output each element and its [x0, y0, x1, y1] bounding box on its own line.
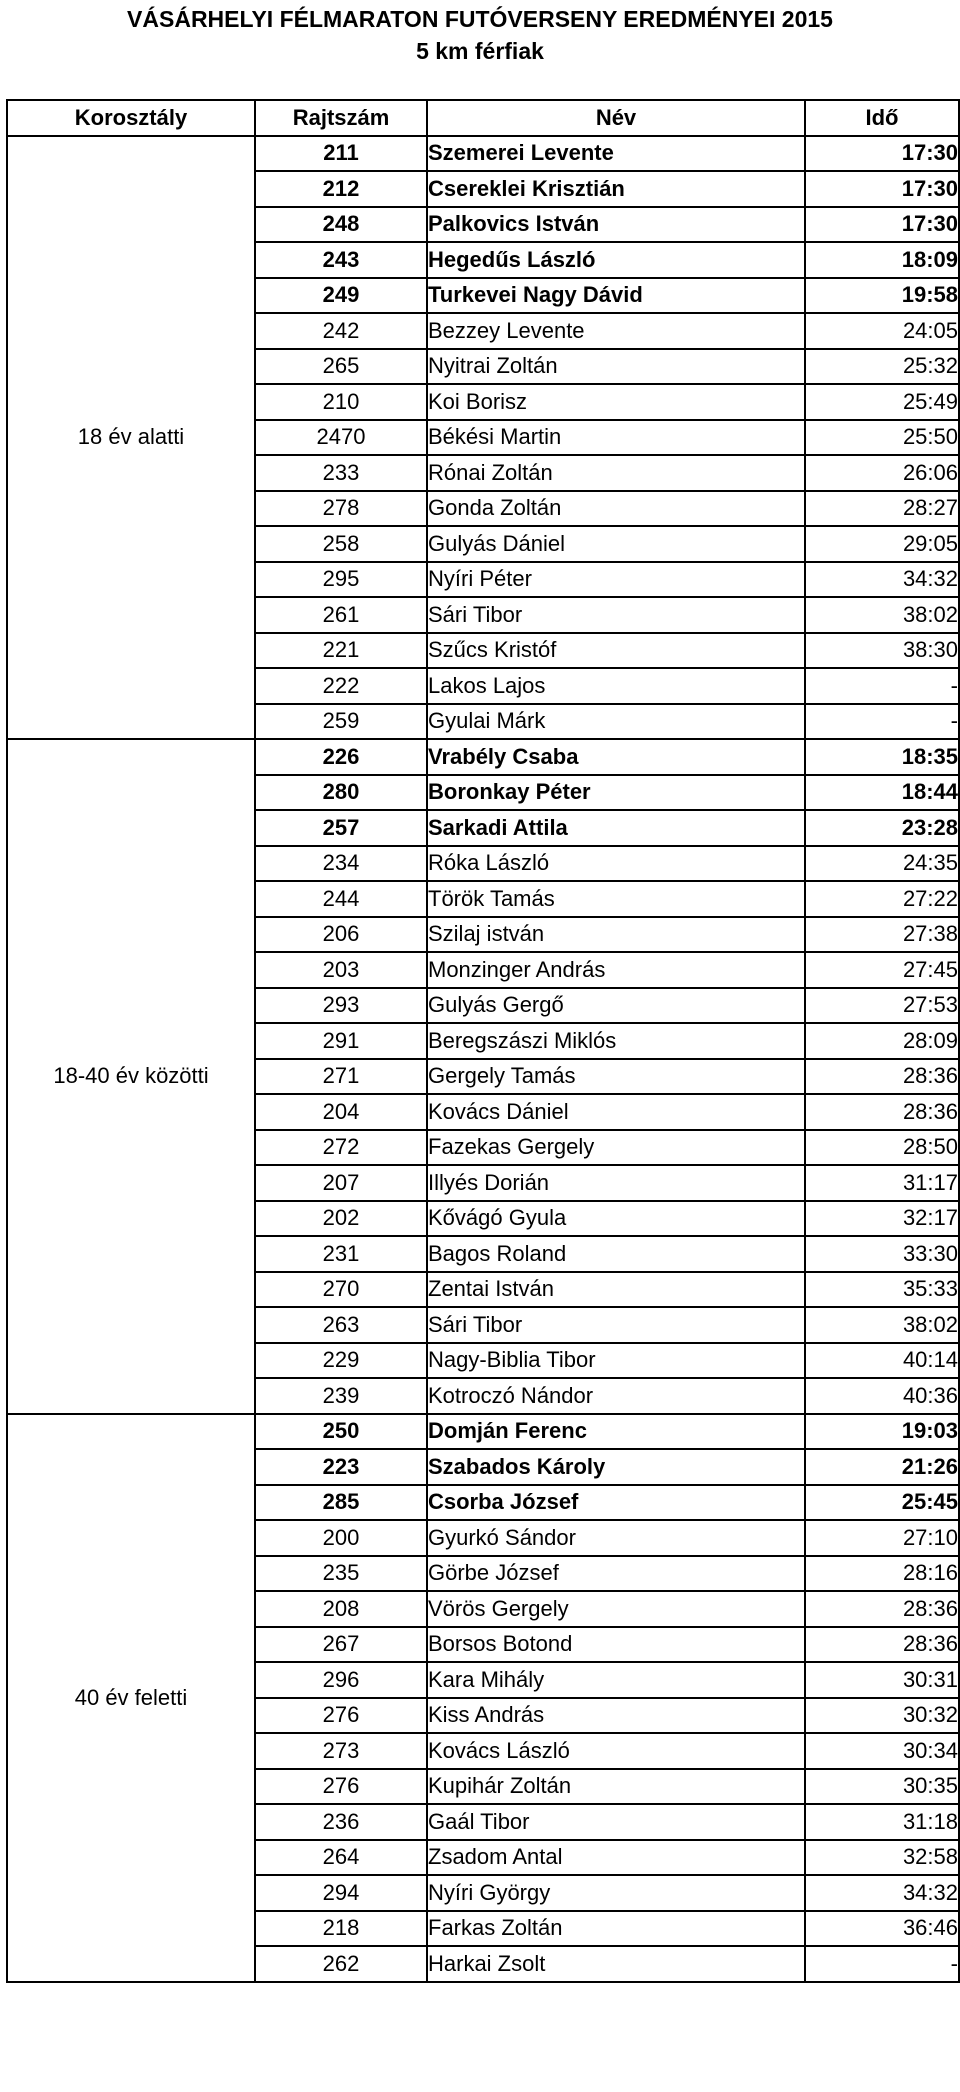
- results-table: [6, 99, 960, 1983]
- runner-name: Gonda Zoltán: [427, 491, 805, 527]
- runner-name: Kővágó Gyula: [427, 1201, 805, 1237]
- bib-number: 244: [255, 881, 427, 917]
- finish-time: 24:05: [805, 313, 959, 349]
- finish-time: 33:30: [805, 1236, 959, 1272]
- results-body: [7, 136, 959, 1982]
- bib-number: 218: [255, 1911, 427, 1947]
- finish-time: 25:45: [805, 1485, 959, 1521]
- runner-name: Szilaj istván: [427, 917, 805, 953]
- runner-name: Zsadom Antal: [427, 1840, 805, 1876]
- bib-number: 295: [255, 562, 427, 598]
- finish-time: 28:36: [805, 1059, 959, 1095]
- finish-time: 38:02: [805, 597, 959, 633]
- finish-time: 18:09: [805, 242, 959, 278]
- finish-time: 17:30: [805, 207, 959, 243]
- finish-time: 28:50: [805, 1130, 959, 1166]
- finish-time: 36:46: [805, 1911, 959, 1947]
- table-row: [7, 739, 959, 775]
- bib-number: 208: [255, 1591, 427, 1627]
- bib-number: 262: [255, 1946, 427, 1982]
- table-row: [7, 1414, 959, 1450]
- finish-time: 30:32: [805, 1698, 959, 1734]
- runner-name: Békési Martin: [427, 420, 805, 456]
- runner-name: Zentai István: [427, 1272, 805, 1308]
- bib-number: 261: [255, 597, 427, 633]
- runner-name: Koi Borisz: [427, 384, 805, 420]
- runner-name: Kovács László: [427, 1733, 805, 1769]
- bib-number: 291: [255, 1023, 427, 1059]
- bib-number: 243: [255, 242, 427, 278]
- finish-time: 27:53: [805, 988, 959, 1024]
- runner-name: Boronkay Péter: [427, 775, 805, 811]
- bib-number: 294: [255, 1875, 427, 1911]
- runner-name: Vrabély Csaba: [427, 739, 805, 775]
- runner-name: Sarkadi Attila: [427, 810, 805, 846]
- bib-number: 248: [255, 207, 427, 243]
- runner-name: Nyíri Péter: [427, 562, 805, 598]
- bib-number: 229: [255, 1343, 427, 1379]
- bib-number: 204: [255, 1094, 427, 1130]
- finish-time: 27:10: [805, 1520, 959, 1556]
- bib-number: 212: [255, 171, 427, 207]
- finish-time: -: [805, 1946, 959, 1982]
- finish-time: 38:30: [805, 633, 959, 669]
- finish-time: 30:35: [805, 1769, 959, 1805]
- runner-name: Róka László: [427, 846, 805, 882]
- runner-name: Kara Mihály: [427, 1662, 805, 1698]
- finish-time: 28:16: [805, 1556, 959, 1592]
- age-category: 18 év alatti: [7, 136, 255, 740]
- finish-time: -: [805, 704, 959, 740]
- finish-time: 25:32: [805, 349, 959, 385]
- finish-time: 30:31: [805, 1662, 959, 1698]
- header-rajtszam: Rajtszám: [255, 100, 427, 136]
- bib-number: 258: [255, 526, 427, 562]
- finish-time: 19:58: [805, 278, 959, 314]
- bib-number: 272: [255, 1130, 427, 1166]
- finish-time: 34:32: [805, 1875, 959, 1911]
- finish-time: -: [805, 668, 959, 704]
- bib-number: 293: [255, 988, 427, 1024]
- bib-number: 249: [255, 278, 427, 314]
- bib-number: 257: [255, 810, 427, 846]
- table-row: [7, 136, 959, 172]
- finish-time: 31:17: [805, 1165, 959, 1201]
- finish-time: 24:35: [805, 846, 959, 882]
- bib-number: 276: [255, 1769, 427, 1805]
- runner-name: Monzinger András: [427, 952, 805, 988]
- finish-time: 26:06: [805, 455, 959, 491]
- runner-name: Rónai Zoltán: [427, 455, 805, 491]
- runner-name: Illyés Dorián: [427, 1165, 805, 1201]
- bib-number: 202: [255, 1201, 427, 1237]
- bib-number: 263: [255, 1307, 427, 1343]
- runner-name: Görbe József: [427, 1556, 805, 1592]
- runner-name: Borsos Botond: [427, 1627, 805, 1663]
- runner-name: Farkas Zoltán: [427, 1911, 805, 1947]
- finish-time: 27:38: [805, 917, 959, 953]
- runner-name: Sári Tibor: [427, 1307, 805, 1343]
- bib-number: 264: [255, 1840, 427, 1876]
- bib-number: 203: [255, 952, 427, 988]
- bib-number: 270: [255, 1272, 427, 1308]
- runner-name: Kovács Dániel: [427, 1094, 805, 1130]
- header-ido: Idő: [805, 100, 959, 136]
- bib-number: 296: [255, 1662, 427, 1698]
- finish-time: 40:14: [805, 1343, 959, 1379]
- runner-name: Nagy-Biblia Tibor: [427, 1343, 805, 1379]
- bib-number: 235: [255, 1556, 427, 1592]
- finish-time: 38:02: [805, 1307, 959, 1343]
- finish-time: 28:36: [805, 1627, 959, 1663]
- finish-time: 32:58: [805, 1840, 959, 1876]
- finish-time: 21:26: [805, 1449, 959, 1485]
- runner-name: Nyitrai Zoltán: [427, 349, 805, 385]
- runner-name: Gulyás Gergő: [427, 988, 805, 1024]
- bib-number: 222: [255, 668, 427, 704]
- bib-number: 259: [255, 704, 427, 740]
- page-title: VÁSÁRHELYI FÉLMARATON FUTÓVERSENY EREDMÉNYEI 2015: [127, 6, 833, 32]
- bib-number: 200: [255, 1520, 427, 1556]
- runner-name: Bagos Roland: [427, 1236, 805, 1272]
- header-row: [7, 100, 959, 136]
- runner-name: Sári Tibor: [427, 597, 805, 633]
- finish-time: 35:33: [805, 1272, 959, 1308]
- runner-name: Kotroczó Nándor: [427, 1378, 805, 1414]
- runner-name: Csereklei Krisztián: [427, 171, 805, 207]
- bib-number: 210: [255, 384, 427, 420]
- bib-number: 280: [255, 775, 427, 811]
- finish-time: 28:36: [805, 1591, 959, 1627]
- finish-time: 28:36: [805, 1094, 959, 1130]
- finish-time: 18:44: [805, 775, 959, 811]
- header-nev: Név: [427, 100, 805, 136]
- runner-name: Turkevei Nagy Dávid: [427, 278, 805, 314]
- runner-name: Hegedűs László: [427, 242, 805, 278]
- finish-time: 18:35: [805, 739, 959, 775]
- bib-number: 265: [255, 349, 427, 385]
- finish-time: 25:49: [805, 384, 959, 420]
- finish-time: 17:30: [805, 171, 959, 207]
- bib-number: 206: [255, 917, 427, 953]
- bib-number: 239: [255, 1378, 427, 1414]
- runner-name: Szemerei Levente: [427, 136, 805, 172]
- runner-name: Beregszászi Miklós: [427, 1023, 805, 1059]
- runner-name: Fazekas Gergely: [427, 1130, 805, 1166]
- finish-time: 25:50: [805, 420, 959, 456]
- bib-number: 231: [255, 1236, 427, 1272]
- bib-number: 278: [255, 491, 427, 527]
- bib-number: 285: [255, 1485, 427, 1521]
- finish-time: 32:17: [805, 1201, 959, 1237]
- finish-time: 30:34: [805, 1733, 959, 1769]
- runner-name: Gergely Tamás: [427, 1059, 805, 1095]
- finish-time: 34:32: [805, 562, 959, 598]
- runner-name: Török Tamás: [427, 881, 805, 917]
- runner-name: Lakos Lajos: [427, 668, 805, 704]
- bib-number: 223: [255, 1449, 427, 1485]
- bib-number: 211: [255, 136, 427, 172]
- bib-number: 233: [255, 455, 427, 491]
- bib-number: 242: [255, 313, 427, 349]
- header-korosztaly: Korosztály: [7, 100, 255, 136]
- runner-name: Harkai Zsolt: [427, 1946, 805, 1982]
- runner-name: Gyurkó Sándor: [427, 1520, 805, 1556]
- finish-time: 23:28: [805, 810, 959, 846]
- bib-number: 250: [255, 1414, 427, 1450]
- runner-name: Szűcs Kristóf: [427, 633, 805, 669]
- runner-name: Kiss András: [427, 1698, 805, 1734]
- finish-time: 17:30: [805, 136, 959, 172]
- runner-name: Palkovics István: [427, 207, 805, 243]
- bib-number: 276: [255, 1698, 427, 1734]
- finish-time: 28:27: [805, 491, 959, 527]
- bib-number: 273: [255, 1733, 427, 1769]
- finish-time: 27:45: [805, 952, 959, 988]
- runner-name: Domján Ferenc: [427, 1414, 805, 1450]
- finish-time: 31:18: [805, 1804, 959, 1840]
- finish-time: 40:36: [805, 1378, 959, 1414]
- finish-time: 28:09: [805, 1023, 959, 1059]
- bib-number: 234: [255, 846, 427, 882]
- bib-number: 267: [255, 1627, 427, 1663]
- age-category: 18-40 év közötti: [7, 739, 255, 1414]
- age-category: 40 év feletti: [7, 1414, 255, 1982]
- runner-name: Szabados Károly: [427, 1449, 805, 1485]
- runner-name: Vörös Gergely: [427, 1591, 805, 1627]
- runner-name: Kupihár Zoltán: [427, 1769, 805, 1805]
- runner-name: Csorba József: [427, 1485, 805, 1521]
- runner-name: Gaál Tibor: [427, 1804, 805, 1840]
- runner-name: Gyulai Márk: [427, 704, 805, 740]
- finish-time: 19:03: [805, 1414, 959, 1450]
- bib-number: 207: [255, 1165, 427, 1201]
- finish-time: 29:05: [805, 526, 959, 562]
- bib-number: 271: [255, 1059, 427, 1095]
- page-subtitle: 5 km férfiak: [416, 38, 544, 64]
- runner-name: Gulyás Dániel: [427, 526, 805, 562]
- bib-number: 226: [255, 739, 427, 775]
- runner-name: Nyíri György: [427, 1875, 805, 1911]
- finish-time: 27:22: [805, 881, 959, 917]
- bib-number: 221: [255, 633, 427, 669]
- bib-number: 2470: [255, 420, 427, 456]
- bib-number: 236: [255, 1804, 427, 1840]
- runner-name: Bezzey Levente: [427, 313, 805, 349]
